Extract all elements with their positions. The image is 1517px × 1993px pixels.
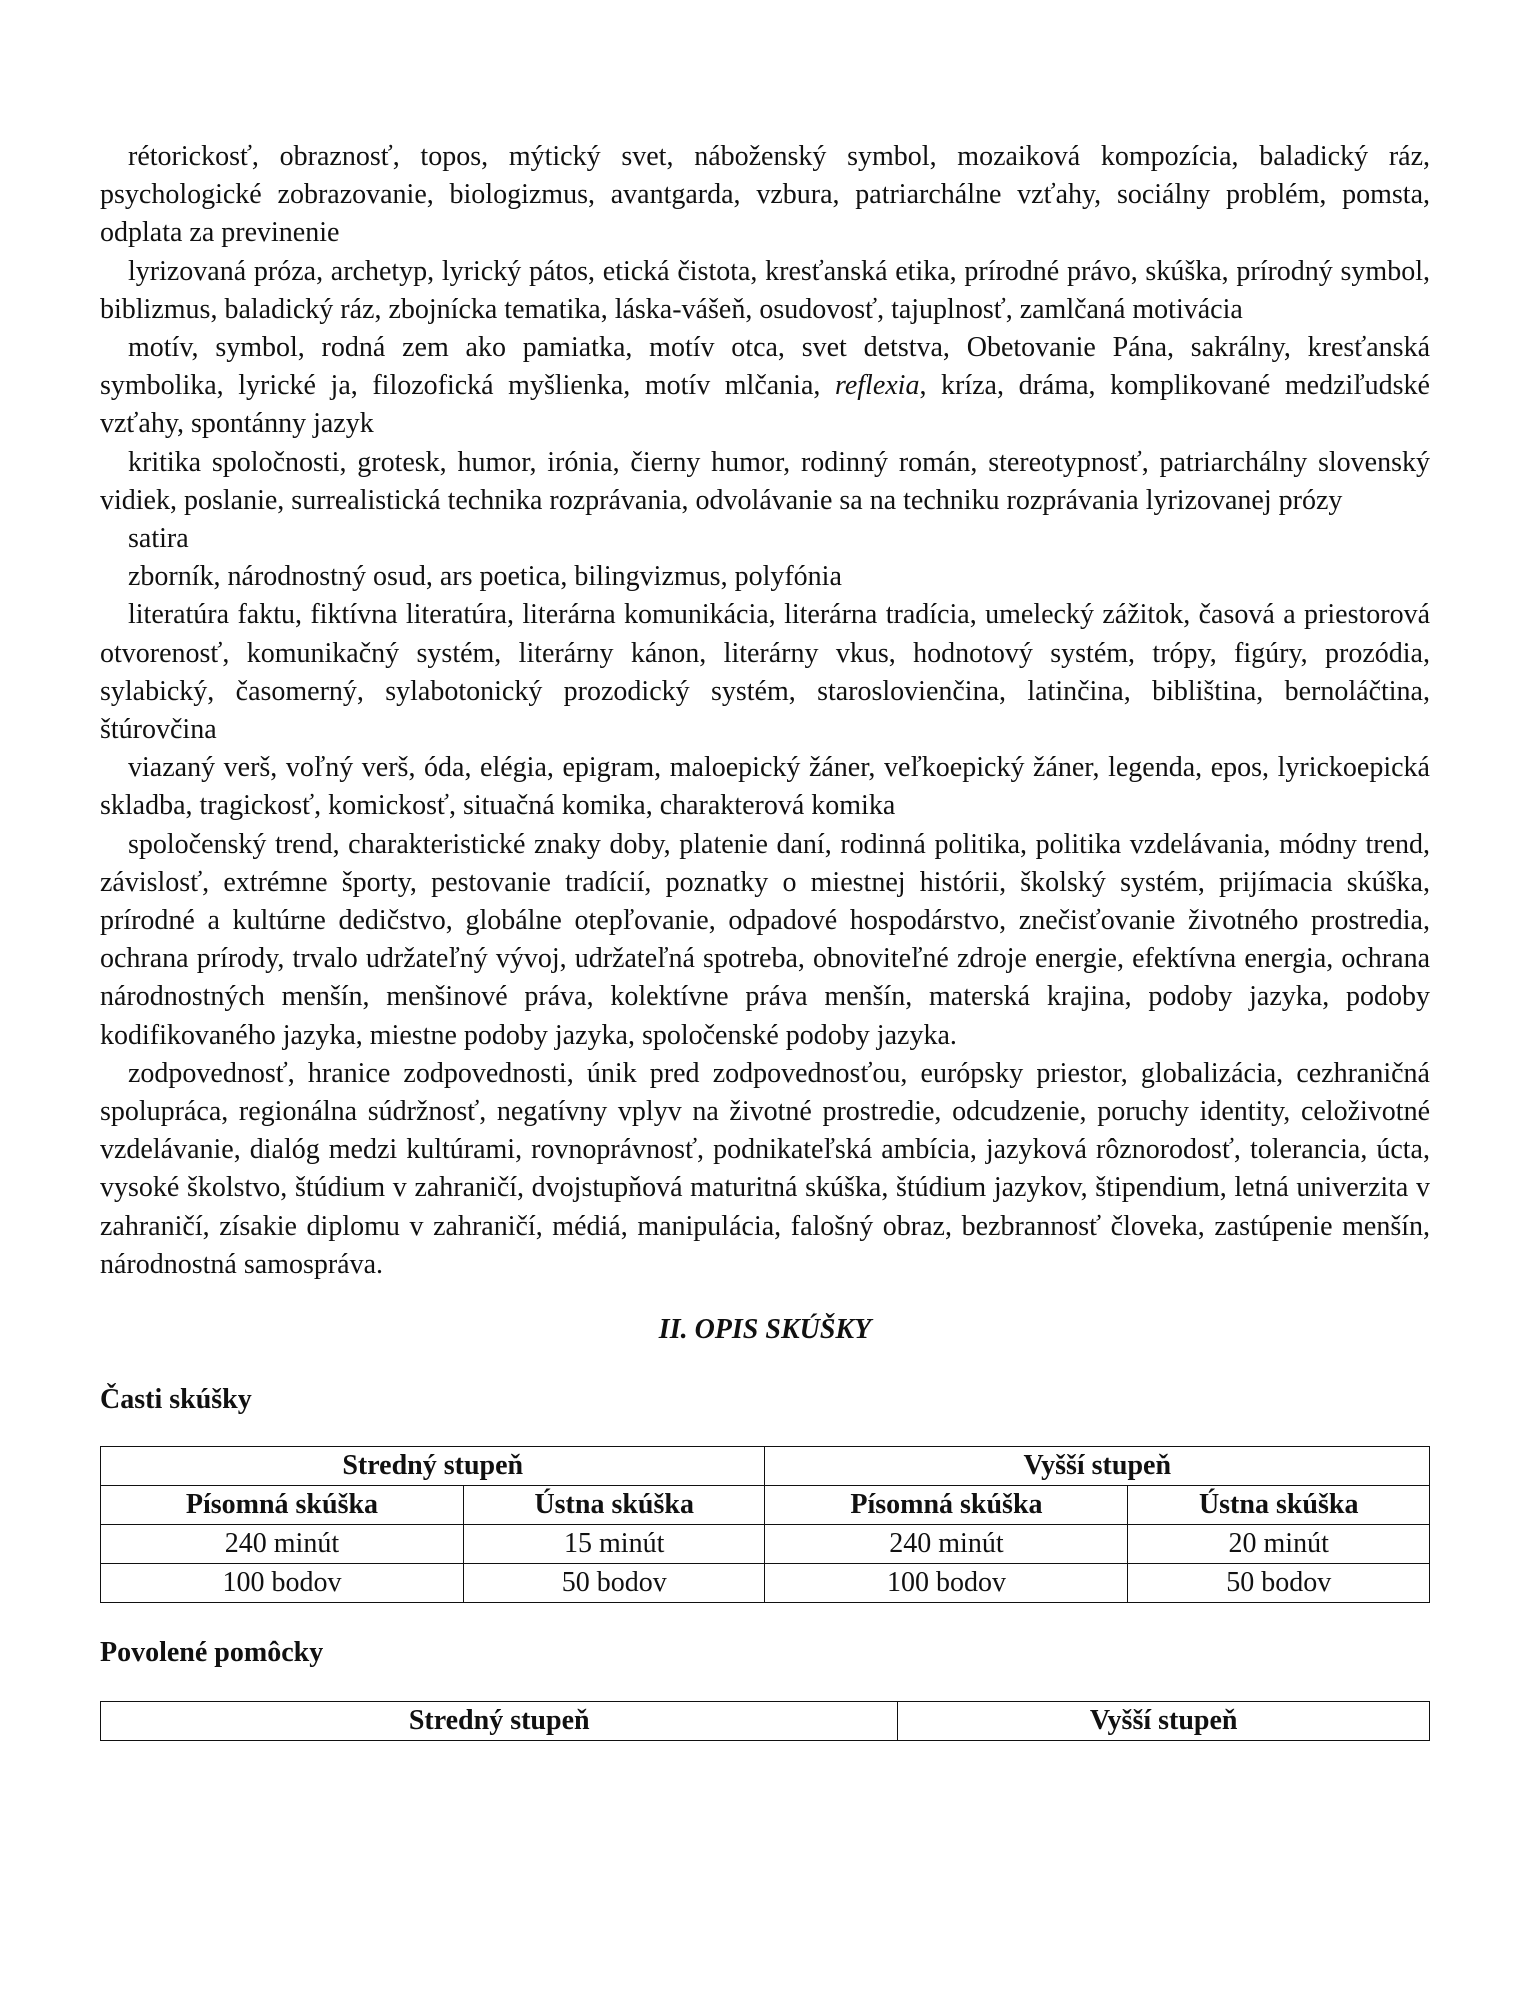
table-cell: 20 minút xyxy=(1128,1525,1430,1564)
level-stredny: Stredný stupeň xyxy=(101,1702,898,1741)
povolene-pomocky-heading: Povolené pomôcky xyxy=(100,1637,324,1669)
paragraph-8: viazaný verš, voľný verš, óda, elégia, epigram, maloepický žáner, veľkoepický žáner, legenda, epos, lyrickoepická skladba, tragickosť, komickosť, situačná komika, charakterová komika xyxy=(100,752,1430,822)
paragraph-3 xyxy=(100,329,1430,444)
paragraph-3-text-b: , kríza, dráma, komplikované medziľudské vzťahy, spontánny jazyk xyxy=(100,370,1430,440)
table-cell: 100 bodov xyxy=(765,1564,1128,1603)
povolene-pomocky-table xyxy=(100,1701,1430,1741)
paragraph-10: zodpovednosť, hranice zodpovednosti, únik pred zodpovednosťou, európsky priestor, globalizácia, cezhraničná spolupráca, regionálna súdržnosť, negatívny vplyv na životné prostredie, odcudzenie, poruchy identity, celoživotné vzdelávanie, dialóg medzi kultúrami, rovnoprávnosť, podnikateľská ambícia, jazyková rôznorodosť, tolerancia, úcta, vysoké školstvo, štúdium v zahraničí, dvojstupňová maturitná skúška, štúdium jazykov, štipendium, letná univerzita v zahraničí, zísakie diplomu v zahraničí, médiá, manipulácia, falošný obraz, bezbrannosť človeka, zastúpenie menšín, národnostná samospráva. xyxy=(100,1057,1430,1280)
table-cell: 240 minút xyxy=(101,1525,464,1564)
level-vyssi: Vyšší stupeň xyxy=(898,1702,1430,1741)
table-cell: 240 minút xyxy=(765,1525,1128,1564)
paragraph-3-text-a: motív, symbol, rodná zem ako pamiatka, motív otca, svet detstva, Obetovanie Pána, sakrálny, kresťanská symbolika, lyrické ja, filozofická myšlienka, motív mlčania, xyxy=(100,332,1430,402)
paragraph-1: rétorickosť, obraznosť, topos, mýtický svet, náboženský symbol, mozaiková kompozícia, baladický ráz, psychologické zobrazovanie, biologizmus, avantgarda, vzbura, patriarchálne vzťahy, sociálny problém, pomsta, odplata za previnenie xyxy=(100,141,1430,249)
table-level-row xyxy=(101,1702,1430,1741)
table-cell: 50 bodov xyxy=(1128,1564,1430,1603)
table-cell: 50 bodov xyxy=(463,1564,765,1603)
table-header-row xyxy=(101,1486,1430,1525)
paragraph-9: spoločenský trend, charakteristické znaky doby, platenie daní, rodinná politika, politika vzdelávania, módny trend, závislosť, extrémne športy, pestovanie tradícií, poznatky o miestnej histórii, školský systém, prijímacia skúška, prírodné a kultúrne dedičstvo, globálne otepľovanie, odpadové hospodárstvo, znečisťovanie životného prostredia, ochrana prírody, trvalo udržateľný vývoj, udržateľná spotreba, obnoviteľné zdroje energie, efektívna energia, ochrana národnostných menšín, menšinové práva, kolektívne práva menšín, materská krajina, podoby jazyka, podoby kodifikovaného jazyka, miestne podoby jazyka, spoločenské podoby jazyka. xyxy=(100,828,1430,1051)
casti-skusky-table xyxy=(100,1446,1430,1603)
casti-skusky-heading: Časti skúšky xyxy=(100,1384,252,1416)
paragraph-4: kritika spoločnosti, grotesk, humor, irónia, čierny humor, rodinný román, stereotypnosť, patriarchálny slovenský vidiek, poslanie, surrealistická technika rozprávania, odvolávanie sa na techniku rozprávania lyrizovanej prózy xyxy=(100,446,1430,516)
section-heading: II. OPIS SKÚŠKY xyxy=(658,1314,872,1346)
column-header: Písomná skúška xyxy=(765,1486,1128,1525)
document-page xyxy=(100,138,1430,1741)
table-level-row xyxy=(101,1447,1430,1486)
table-cell: 100 bodov xyxy=(101,1564,464,1603)
level-stredny: Stredný stupeň xyxy=(101,1447,765,1486)
paragraph-7: literatúra faktu, fiktívna literatúra, literárna komunikácia, literárna tradícia, umelecký zážitok, časová a priestorová otvorenosť, komunikačný systém, literárny kánon, literárny vkus, hodnotový systém, trópy, figúry, prozódia, sylabický, časomerný, sylabotonický prozodický systém, staroslovienčina, latinčina, bibliština, bernoláčtina, štúrovčina xyxy=(100,599,1430,746)
table-row xyxy=(101,1525,1430,1564)
column-header: Ústna skúška xyxy=(463,1486,765,1525)
paragraph-5: satira xyxy=(128,523,189,555)
paragraph-3-italic: reflexia xyxy=(834,370,920,402)
column-header: Ústna skúška xyxy=(1128,1486,1430,1525)
table-cell: 15 minút xyxy=(463,1525,765,1564)
paragraph-2: lyrizovaná próza, archetyp, lyrický pátos, etická čistota, kresťanská etika, prírodné právo, skúška, prírodný symbol, biblizmus, baladický ráz, zbojnícka tematika, láska-vášeň, osudovosť, tajuplnosť, zamlčaná motivácia xyxy=(100,255,1430,325)
level-vyssi: Vyšší stupeň xyxy=(765,1447,1430,1486)
paragraph-6: zborník, národnostný osud, ars poetica, bilingvizmus, polyfónia xyxy=(128,561,842,593)
table-row xyxy=(101,1564,1430,1603)
column-header: Písomná skúška xyxy=(101,1486,464,1525)
